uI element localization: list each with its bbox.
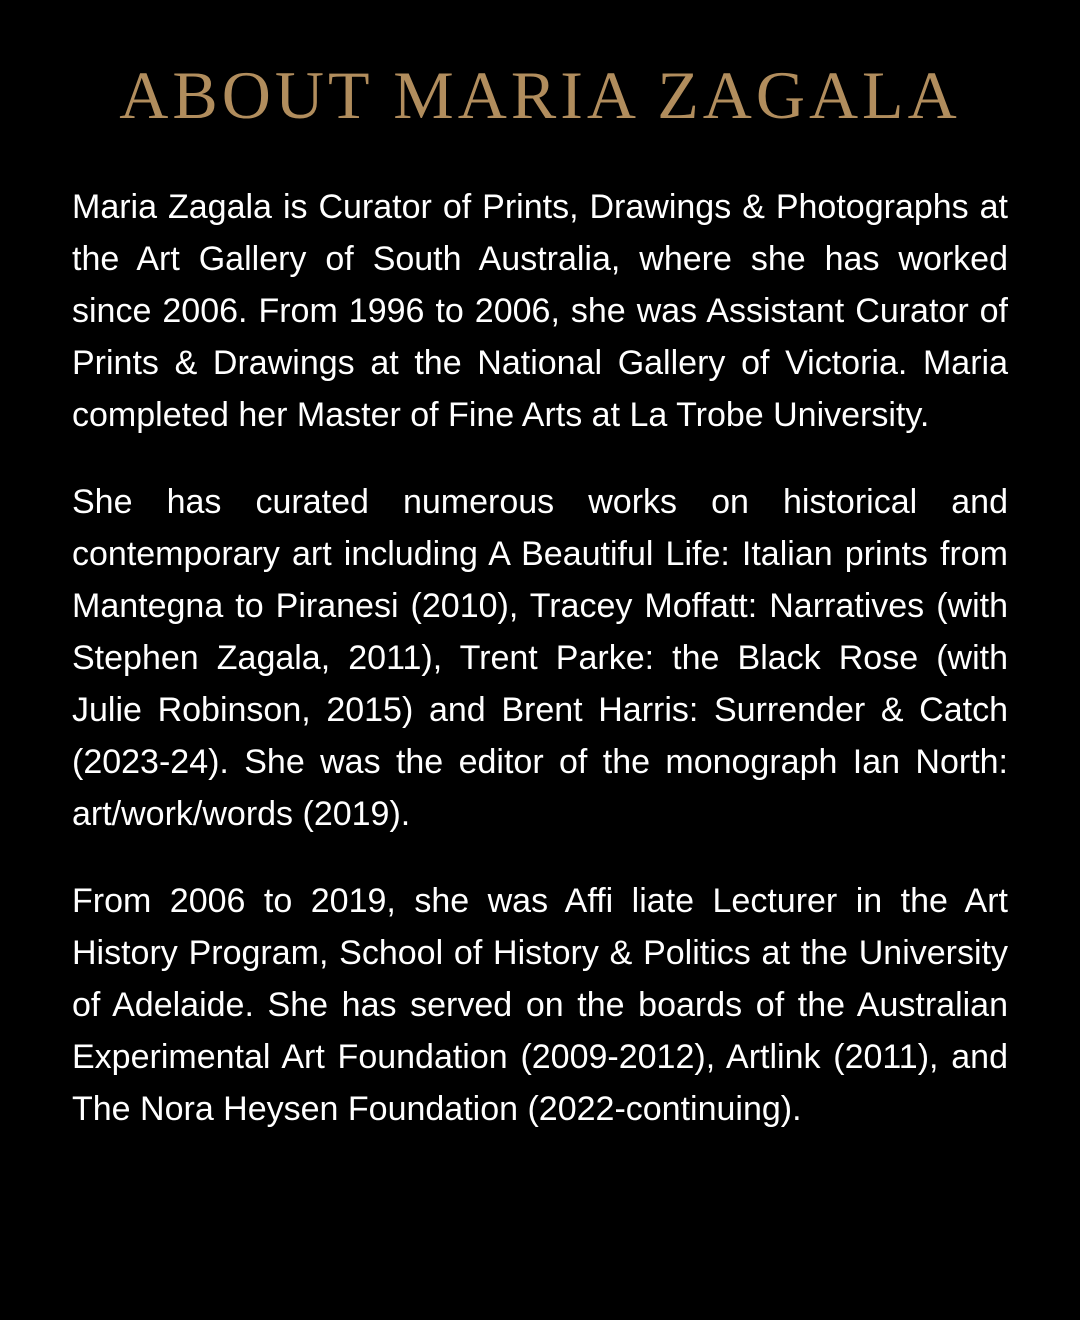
bio-paragraph-1: Maria Zagala is Curator of Prints, Drawings & Photographs at the Art Gallery of South Australia, where she has worked since 2006. From 1996 to 2006, she was Assistant Curator of Prints & Drawings at the National Gallery of Victoria. Maria completed her Master of Fine Arts at La Trobe University. bbox=[72, 187, 1008, 434]
bio-paragraph-3: From 2006 to 2019, she was Affi liate Lecturer in the Art History Program, School of History & Politics at the University of Adelaide. She has served on the boards of the Australian Experimental Art Foundation (2009-2012), Artlink (2011), and The Nora Heysen Foundation (2022-continuing). bbox=[72, 881, 1008, 1128]
bio-paragraph-2: She has curated numerous works on historical and contemporary art including A Beautiful Life: Italian prints from Mantegna to Piranesi (2010), Tracey Moffatt: Narratives (with Stephen Zagala, 2011), Trent Parke: the Black Rose (with Julie Robinson, 2015) and Brent Harris: Surrender & Catch (2023-24). She was the editor of the monograph Ian North: art/work/words (2019). bbox=[72, 482, 1008, 833]
page-title: ABOUT MARIA ZAGALA bbox=[119, 57, 961, 133]
